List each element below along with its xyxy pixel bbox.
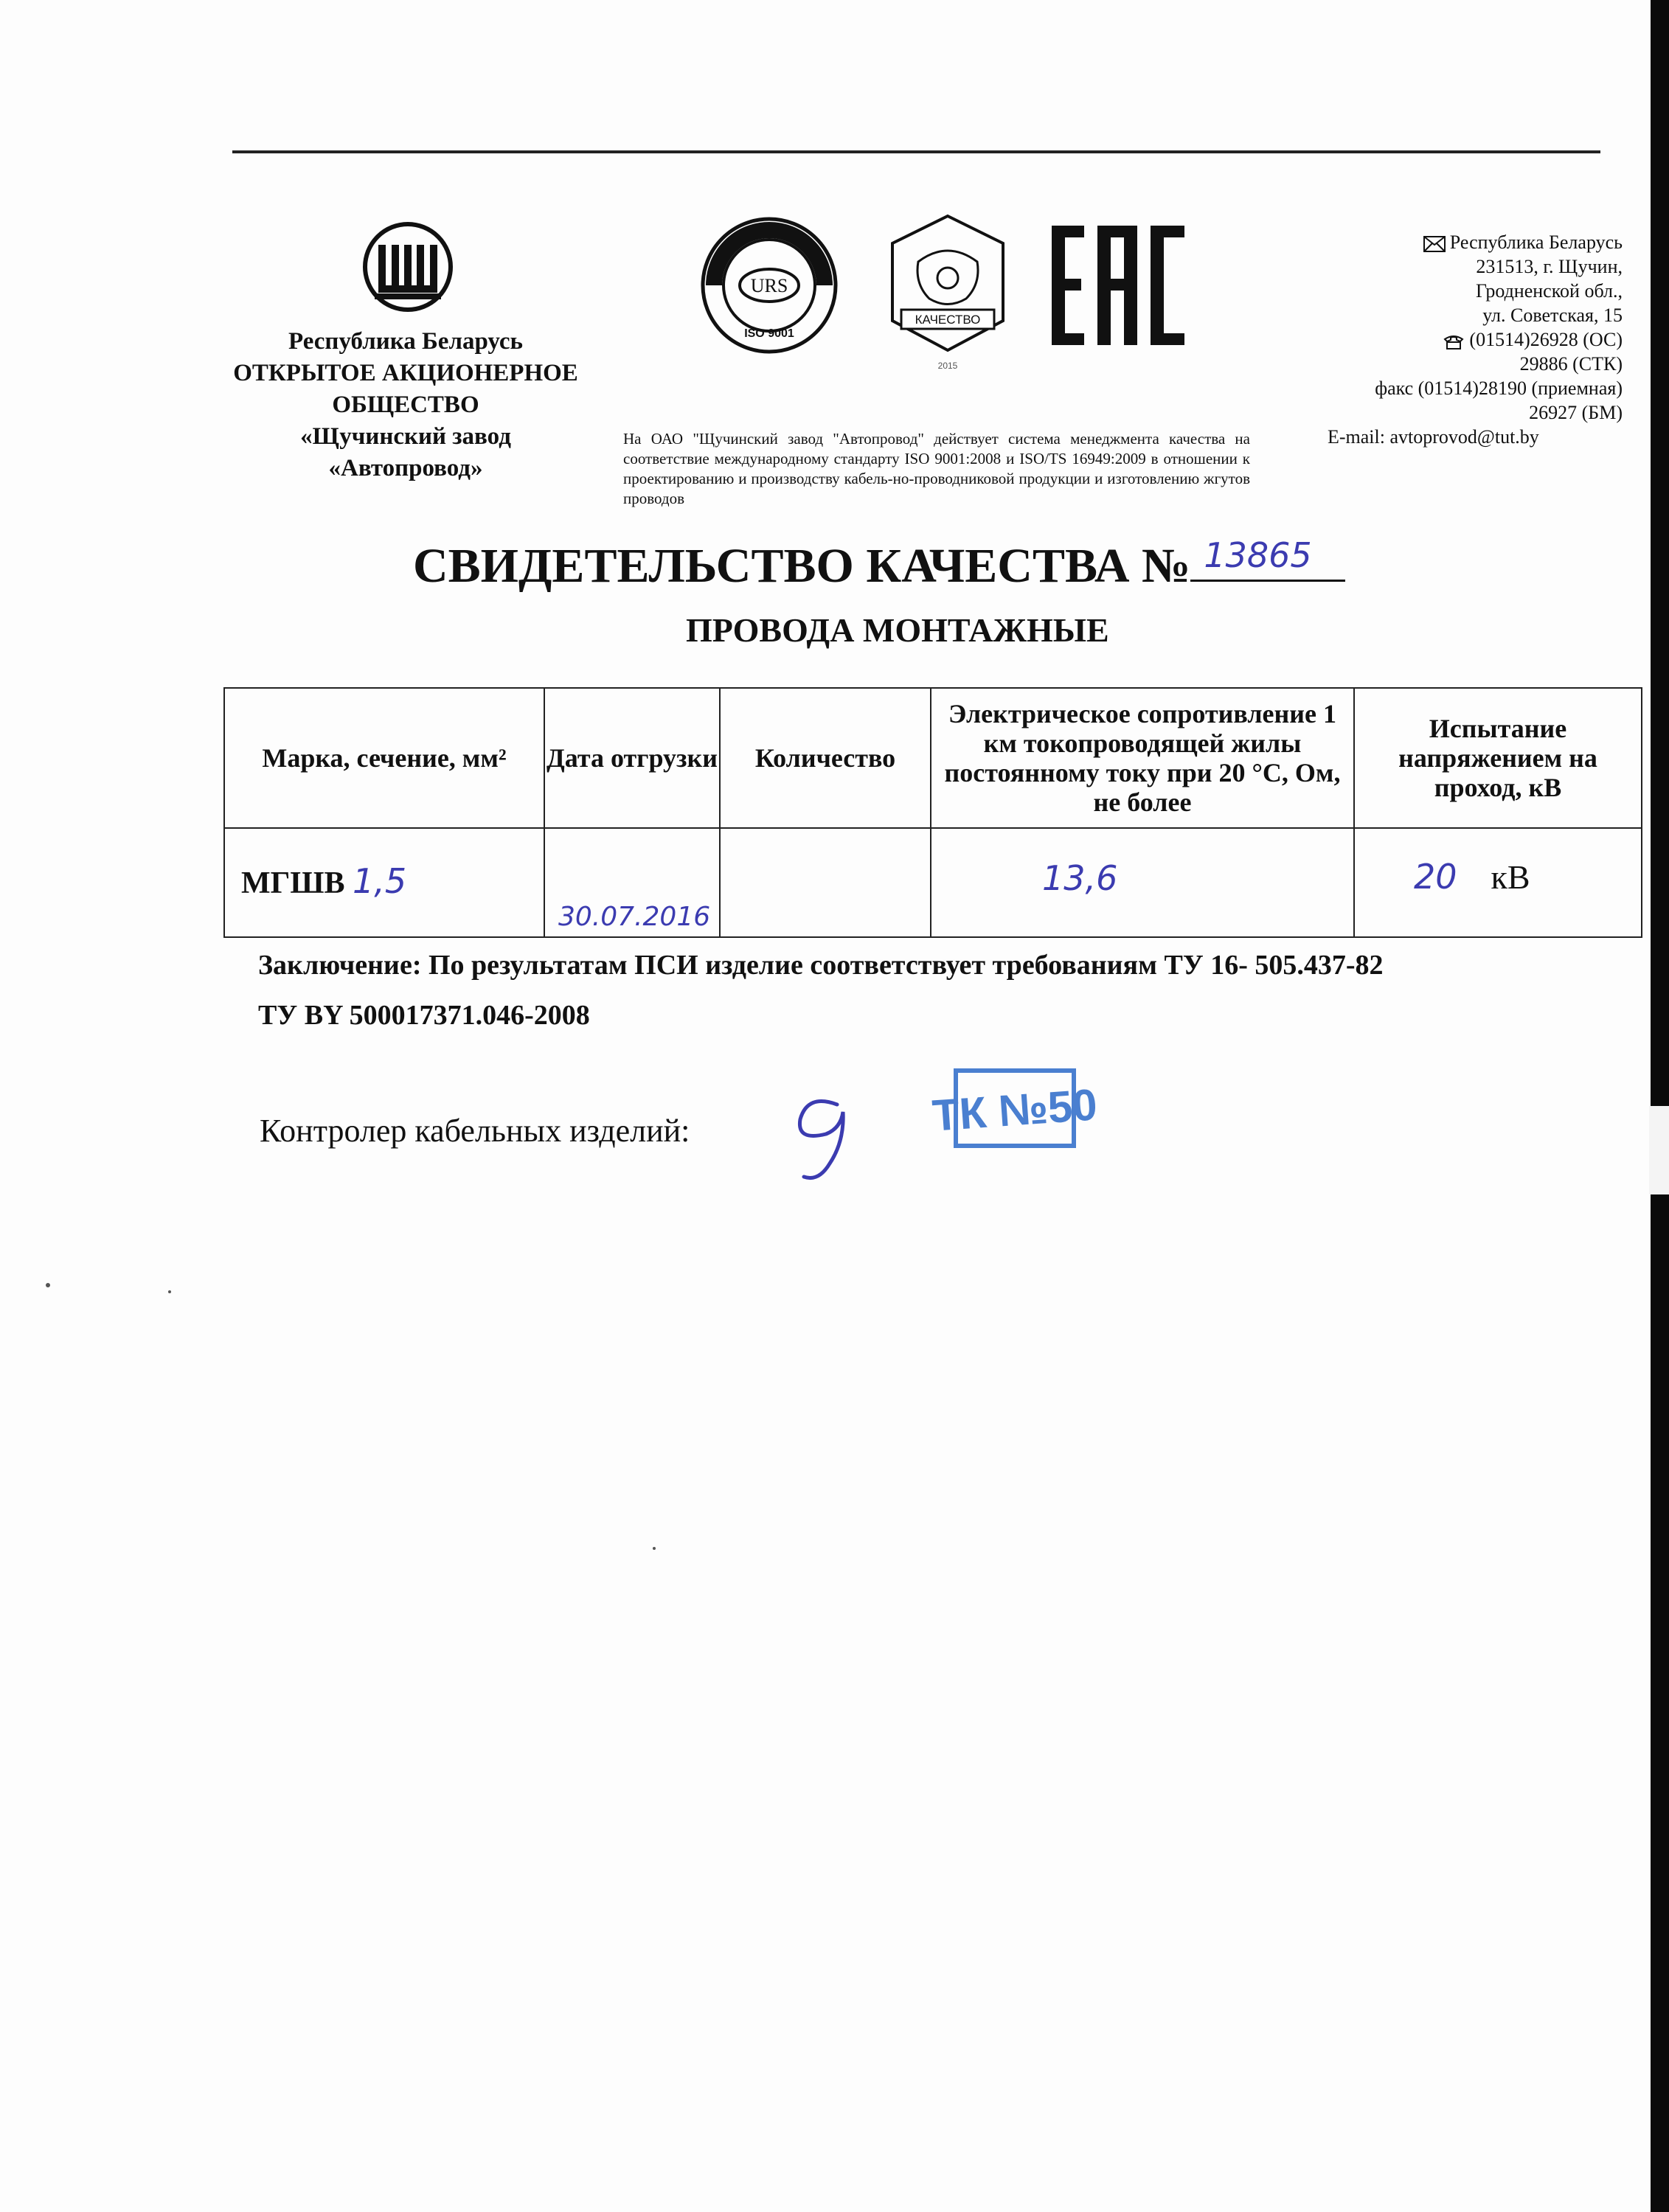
conclusion	[258, 940, 1630, 1040]
table-header-row	[224, 688, 1642, 828]
svg-text:2015: 2015	[937, 361, 958, 371]
company-line: Республика Беларусь	[288, 328, 523, 355]
cell-voltage	[1354, 828, 1642, 937]
phone-icon	[1443, 333, 1465, 349]
certificate-number: 13865	[1204, 535, 1312, 575]
inspection-stamp-icon	[930, 1068, 1099, 1149]
cell-marka	[224, 828, 544, 937]
scan-speck	[653, 1547, 656, 1550]
section-value: 1,5	[353, 861, 407, 901]
contact-fax-1: факс (01514)28190 (приемная)	[1375, 378, 1623, 399]
quality-table	[223, 687, 1642, 938]
header-date: Дата отгрузки	[544, 688, 720, 828]
header-resistance: Электрическое сопротивление 1 км токопроводящей жилы постоянному току при 20 °С, Ом, не более	[931, 688, 1354, 828]
header-quantity: Количество	[720, 688, 931, 828]
header-voltage: Испытание напряжением на проход, кВ	[1354, 688, 1642, 828]
cell-resistance	[931, 828, 1354, 937]
voltage-value: 20	[1414, 857, 1457, 897]
conclusion-line: ТУ BY 500017371.046-2008	[258, 1000, 590, 1031]
contact-fax-2: 26927 (БМ)	[1529, 402, 1623, 423]
company-name	[199, 326, 612, 484]
header-marka: Марка, сечение, мм²	[224, 688, 544, 828]
contact-region: Гродненской обл.,	[1475, 280, 1623, 302]
eac-mark-icon	[1047, 221, 1187, 350]
contacts-block	[1328, 230, 1623, 449]
company-line: «Автопровод»	[328, 455, 483, 481]
certificate-title-text: СВИДЕТЕЛЬСТВО КАЧЕСТВА №	[413, 539, 1191, 593]
scan-speck	[168, 1290, 171, 1293]
top-rule	[232, 150, 1600, 153]
contact-country: Республика Беларусь	[1449, 232, 1623, 253]
contact-phone-line	[1328, 327, 1623, 352]
company-logo-icon	[360, 215, 456, 319]
contact-postal: 231513, г. Щучин,	[1476, 256, 1623, 277]
scan-speck	[46, 1283, 50, 1287]
svg-text:ТК №50: ТК №50	[930, 1079, 1099, 1141]
voltage-unit: кВ	[1491, 858, 1530, 896]
company-line: ОБЩЕСТВО	[332, 392, 479, 418]
contact-phone-2: 29886 (СТК)	[1519, 353, 1623, 375]
company-line: ОТКРЫТОЕ АКЦИОНЕРНОЕ	[233, 360, 578, 386]
cell-quantity	[720, 828, 931, 937]
certificate-subtitle: ПРОВОДА МОНТАЖНЫЕ	[686, 611, 1109, 649]
conclusion-line: Заключение: По результатам ПСИ изделие соответствует требованиям ТУ 16- 505.437-82	[258, 950, 1384, 981]
svg-text:ISO 9001: ISO 9001	[744, 327, 794, 340]
table-row	[224, 828, 1642, 937]
resistance-value: 13,6	[1042, 858, 1118, 898]
scan-edge-gap	[1649, 1106, 1669, 1194]
company-line: «Щучинский завод	[300, 423, 511, 450]
qms-statement: На ОАО "Щучинский завод "Автопровод" действует система менеджмента качества на соответствие международному стандарту ISO 9001:2008 и ISO/TS 16949:2009 в отношении к проектированию и производству кабель-но-проводниковой продукции и изготовлению жгутов проводов	[623, 430, 1250, 507]
date-value: 30.07.2016	[558, 902, 711, 932]
cell-date	[544, 828, 720, 937]
controller-signature-icon	[785, 1090, 867, 1186]
certificate-title	[413, 537, 1416, 594]
svg-text:КАЧЕСТВО: КАЧЕСТВО	[915, 313, 981, 327]
urs-iso-seal-icon	[699, 215, 839, 355]
contact-phone-1: (01514)26928 (ОС)	[1469, 329, 1623, 350]
contact-email: E-mail: avtoprovod@tut.by	[1328, 426, 1539, 448]
certificate-number-field	[1190, 537, 1345, 582]
envelope-icon	[1423, 236, 1446, 252]
contact-address-line	[1328, 230, 1623, 254]
contact-street: ул. Советская, 15	[1482, 305, 1623, 326]
marka-value: МГШВ	[241, 866, 345, 900]
controller-label: Контролер кабельных изделий:	[260, 1113, 690, 1149]
marka-group	[241, 861, 406, 901]
voltage-group	[1414, 857, 1530, 897]
svg-text:URS: URS	[750, 275, 788, 296]
quality-award-seal-icon	[878, 210, 1018, 376]
